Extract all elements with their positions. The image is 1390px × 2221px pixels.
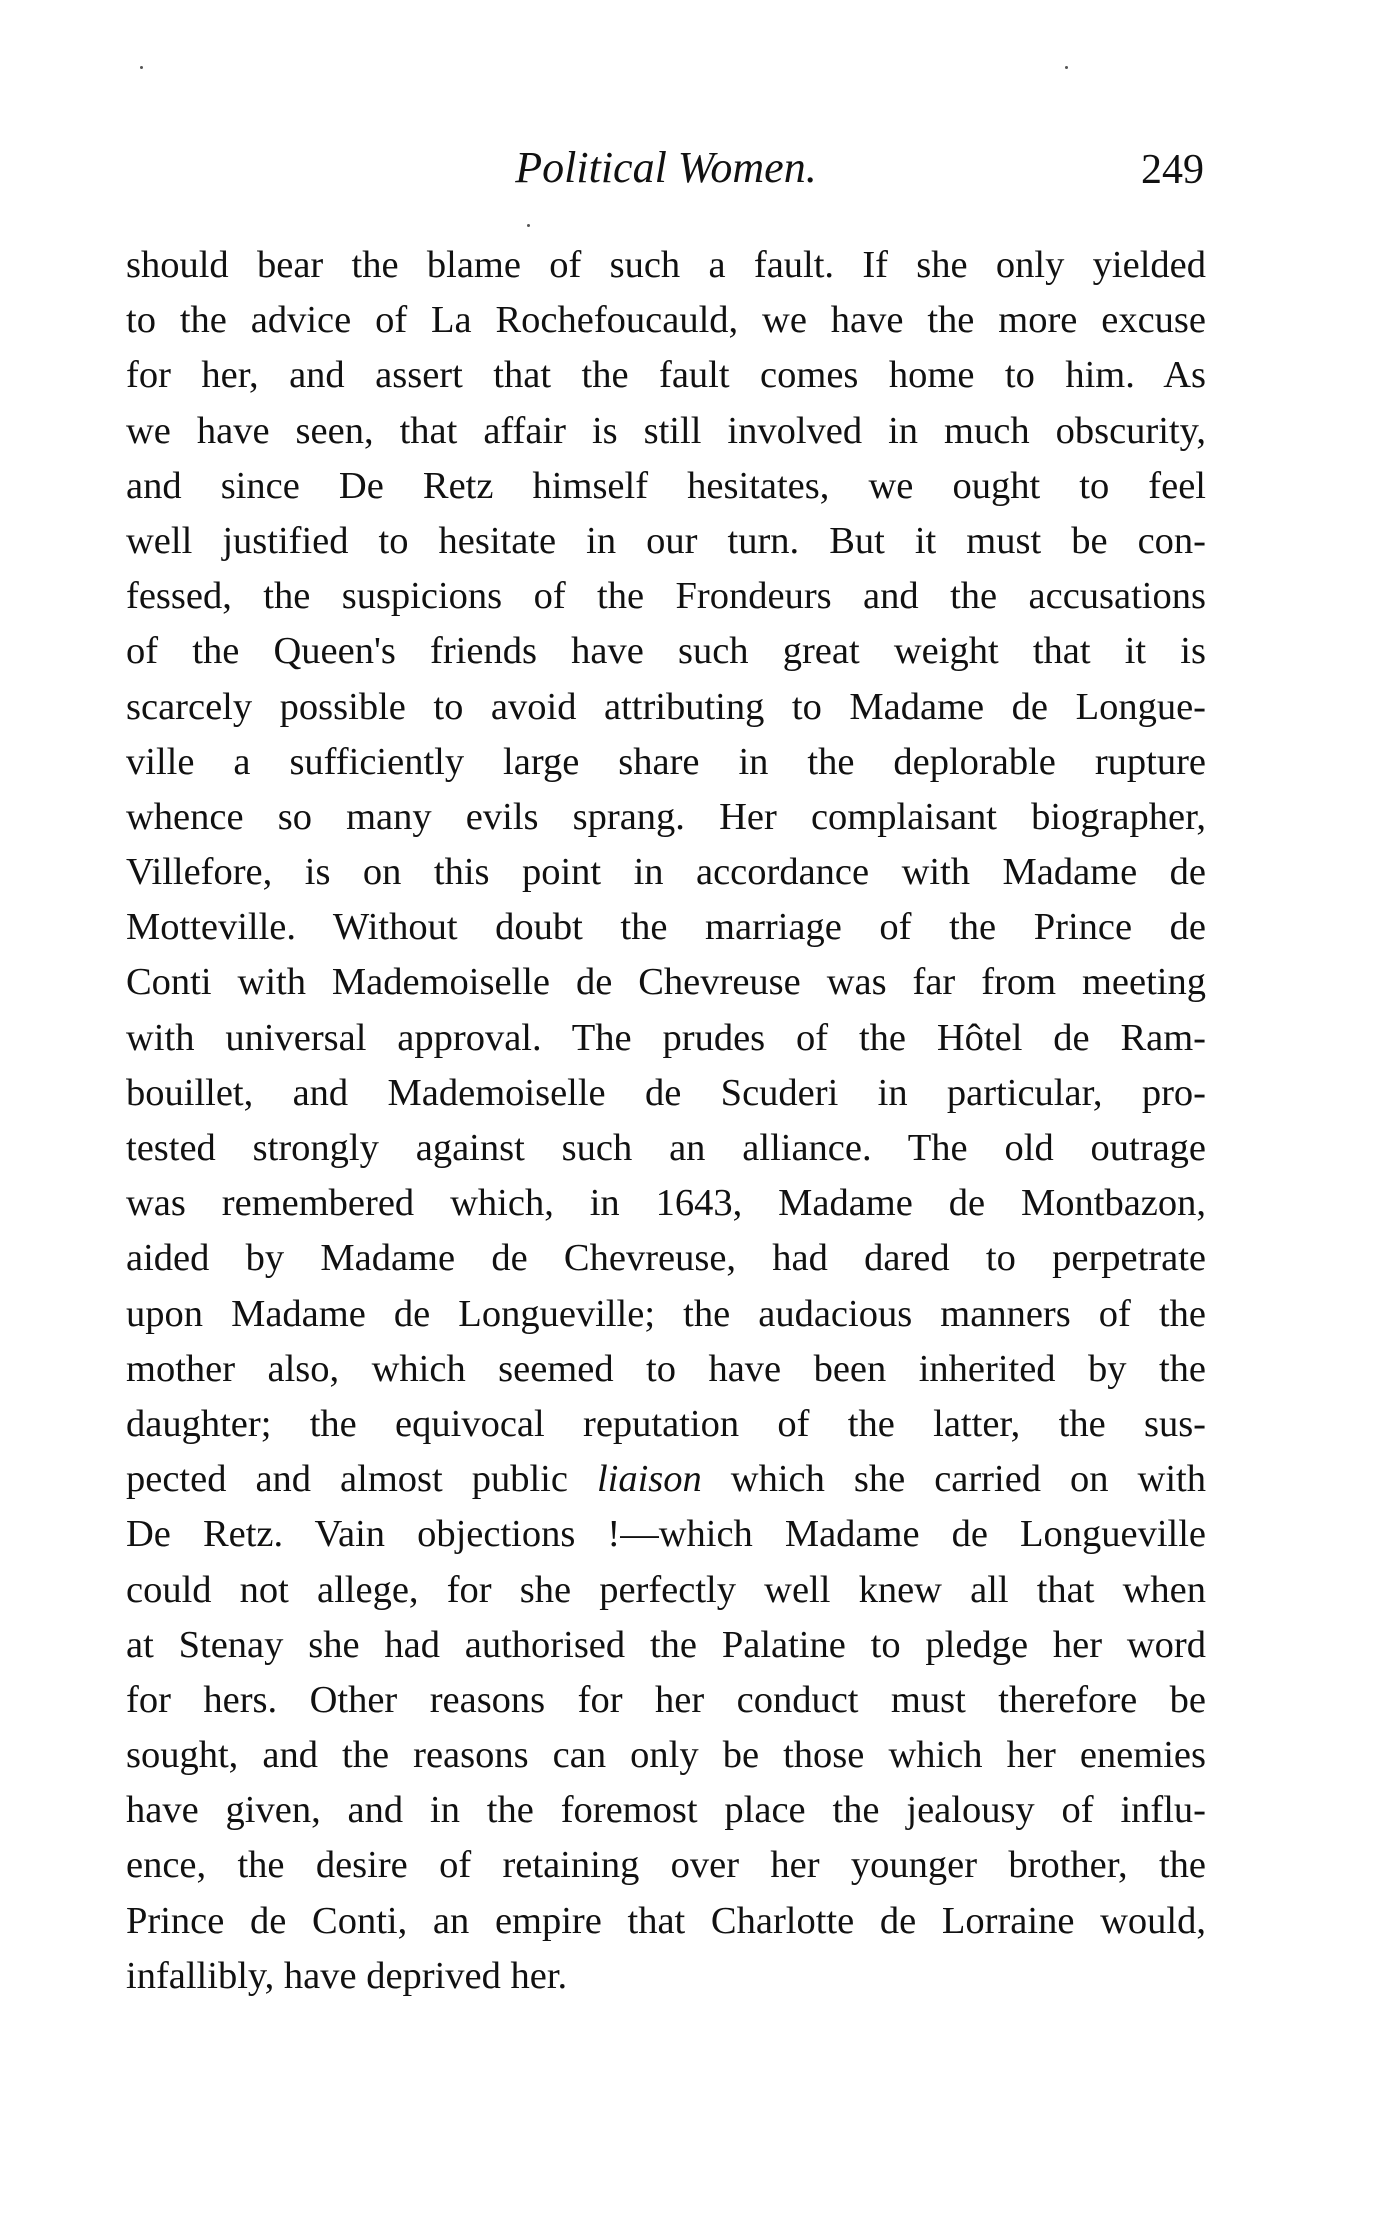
text-line: at Stenay she had authorised the Palatine to pledge her word — [126, 1623, 1206, 1666]
text-line: ence, the desire of retaining over her younger brother, the — [126, 1844, 1206, 1887]
text-line: upon Madame de Longueville; the audacious manners of the — [126, 1292, 1206, 1335]
text-line: pected and almost public liaison which she carried on with — [126, 1458, 1206, 1501]
text-line: Prince de Conti, an empire that Charlotte de Lorraine would, — [126, 1899, 1206, 1942]
text-line: well justified to hesitate in our turn. But it must be con- — [126, 519, 1206, 562]
text-line: scarcely possible to avoid attributing to Madame de Longue- — [126, 685, 1206, 728]
text-line: tested strongly against such an alliance. The old outrage — [126, 1127, 1206, 1169]
text-line: daughter; the equivocal reputation of the latter, the sus- — [126, 1402, 1206, 1445]
text-line: to the advice of La Rochefoucauld, we have the more excuse — [126, 299, 1206, 342]
text-line: could not allege, for she perfectly well knew all that when — [126, 1568, 1206, 1611]
text-line: mother also, which seemed to have been inherited by the — [126, 1347, 1206, 1390]
text-line: Conti with Mademoiselle de Chevreuse was far from meeting — [126, 961, 1206, 1004]
text-line: aided by Madame de Chevreuse, had dared to perpetrate — [126, 1237, 1206, 1280]
text-line: of the Queen's friends have such great weight that it is — [126, 630, 1206, 673]
body-text — [126, 238, 1206, 2004]
text-line: infallibly, have deprived her. — [126, 1954, 568, 1997]
text-line: and since De Retz himself hesitates, we ought to feel — [126, 464, 1206, 507]
running-title: Political Women. — [515, 143, 817, 192]
text-line: for her, and assert that the fault comes home to him. As — [126, 354, 1206, 397]
text-line: ville a sufficiently large share in the deplorable rupture — [126, 740, 1206, 783]
text-line: with universal approval. The prudes of the Hôtel de Ram- — [126, 1016, 1206, 1059]
text-line: Villefore, is on this point in accordance with Madame de — [126, 851, 1206, 894]
text-line: Motteville. Without doubt the marriage of the Prince de — [126, 906, 1206, 949]
page-number: 249 — [1141, 147, 1204, 193]
speck — [140, 66, 143, 69]
text-line: De Retz. Vain objections !—which Madame de Longueville — [126, 1513, 1206, 1556]
running-header — [128, 142, 1204, 202]
text-line: was remembered which, in 1643, Madame de Montbazon, — [126, 1182, 1206, 1225]
text-line: fessed, the suspicions of the Frondeurs and the accusations — [126, 575, 1206, 618]
text-line: we have seen, that affair is still involved in much obscurity, — [126, 409, 1206, 452]
text-line: bouillet, and Mademoiselle de Scuderi in particular, pro- — [126, 1071, 1206, 1114]
text-line: for hers. Other reasons for her conduct must therefore be — [126, 1678, 1206, 1721]
text-line: should bear the blame of such a fault. If she only yielded — [126, 244, 1206, 286]
speck — [1065, 66, 1068, 69]
text-line: sought, and the reasons can only be those which her enemies — [126, 1734, 1206, 1777]
speck — [527, 224, 530, 227]
text-line: whence so many evils sprang. Her complaisant biographer, — [126, 795, 1206, 838]
text-line: have given, and in the foremost place the jealousy of influ- — [126, 1789, 1206, 1832]
